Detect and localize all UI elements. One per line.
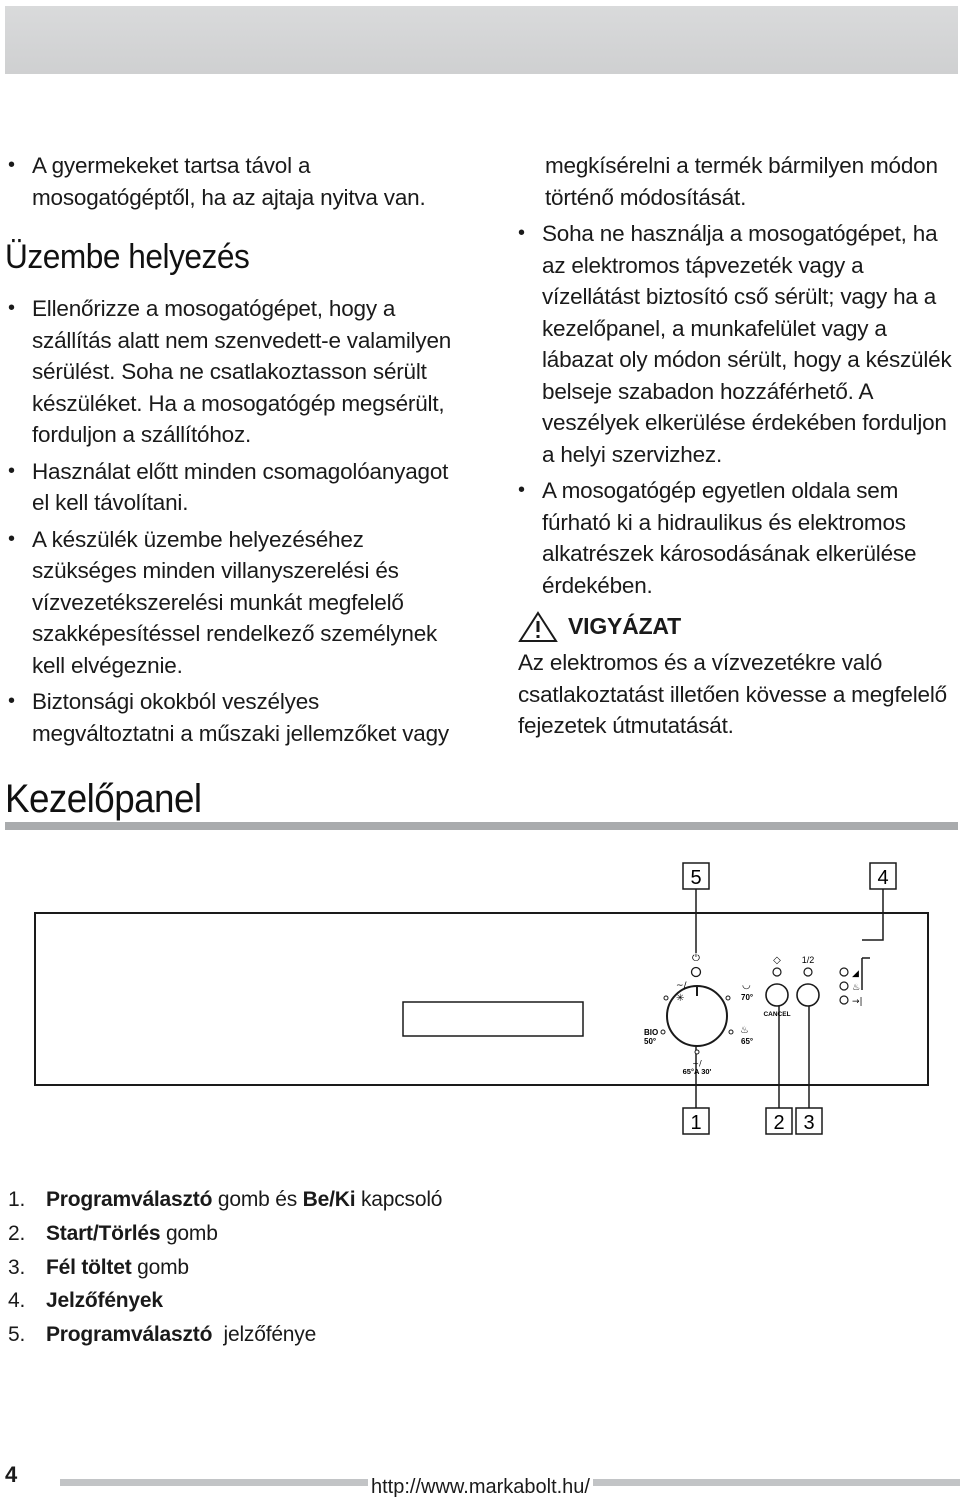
salt-icon: ♨ (852, 983, 861, 993)
svg-text:2: 2 (773, 1112, 785, 1134)
indicator-light-2 (840, 982, 848, 990)
intensive-icon: ◡ (742, 980, 751, 991)
svg-text:5: 5 (690, 867, 702, 889)
power-symbol-icon: ⏻ (692, 953, 700, 964)
svg-text:65°A 30': 65°A 30' (682, 1067, 712, 1076)
control-panel-legend (8, 1183, 442, 1352)
warning-text: Az elektromos és a vízvezetékre való csatlakoztatást illetően kövesse a megfelelő fejezetek útmutatását. (518, 650, 947, 738)
installation-bullet-3: • A készülék üzembe helyezéséhez szükséges minden villanyszerelési és vízvezetékszerelési munkát megfelelő szakképesítéssel rendelkező személynek kell elvégeznie. (8, 524, 456, 682)
svg-text:70°: 70° (741, 993, 754, 1002)
program-indicator-light (692, 968, 701, 977)
callout-5 (683, 863, 709, 889)
svg-text:3: 3 (803, 1112, 815, 1134)
page-number: 4 (5, 1462, 18, 1487)
svg-text:1: 1 (690, 1112, 702, 1134)
rinse-aid-icon: ◢ (852, 969, 859, 979)
legend-item: 3. Fél töltet gomb (8, 1255, 189, 1279)
svg-text:50°: 50° (644, 1037, 657, 1046)
header-band (5, 6, 958, 74)
legend-item: 5. Programválasztó jelzőfénye (8, 1323, 317, 1347)
svg-text:CANCEL: CANCEL (763, 1011, 791, 1018)
svg-text:BIO: BIO (644, 1028, 659, 1037)
installation-bullet-1: • Ellenőrizze a mosogatógépet, hogy a szállítás alatt nem szenvedett-e valamilyen sérülést. Soha ne csatlakoztasson sérült készüléket. Ha a mosogatógép megsérült, forduljon a szállítóhoz. (8, 293, 456, 451)
start-icon: ◇ (773, 955, 781, 966)
right-column (518, 150, 960, 742)
safety-bullet-2: • A mosogatógép egyetlen oldala sem fúrható ki a hidraulikus és elektromos alkatrészek károsodásának elkerülése érdekében. (518, 475, 960, 601)
callout-2 (766, 1108, 792, 1134)
pot-icon: ♨ (740, 1025, 749, 1036)
warning-header (518, 611, 960, 643)
warning-triangle-icon (518, 611, 558, 643)
indicator-light-3 (840, 996, 848, 1004)
callout-1 (683, 1108, 709, 1134)
control-panel-title: Kezelőpanel (5, 777, 202, 821)
intro-list (8, 150, 456, 213)
display-window (403, 1002, 583, 1036)
indicator-light-1 (840, 968, 848, 976)
installation-bullet-2: • Használat előtt minden csomagolóanyagot el kell távolítani. (8, 456, 456, 519)
end-icon: →| (852, 997, 863, 1007)
footer-url-link[interactable]: http://www.markabolt.hu/ (368, 1474, 593, 1500)
legend-item: 4. Jelzőfények (8, 1289, 163, 1313)
intro-bullet: • A gyermekeket tartsa távol a mosogatógéptől, ha az ajtaja nyitva van. (8, 150, 456, 213)
legend-item: 1. Programválasztó gomb és Be/Ki kapcsoló (8, 1188, 443, 1211)
warning-title: VIGYÁZAT (568, 613, 681, 640)
installation-bullet-4: • Biztonsági okokból veszélyes megváltoztatni a műszaki jellemzőket vagy (8, 686, 456, 749)
section-title-installation: Üzembe helyezés (5, 238, 250, 276)
control-panel-diagram (0, 850, 960, 1150)
section-divider-bar (5, 822, 958, 830)
panel-outline (35, 913, 928, 1085)
legend-item: 2. Start/Törlés gomb (8, 1221, 218, 1245)
safety-bullet-1: • Soha ne használja a mosogatógépet, ha az elektromos tápvezeték vagy a vízellátást biztosító cső sérült; vagy ha a kezelőpanel, a munkafelület vagy a lábazat oly módon sérült, hogy a készülék belseje szabadon hozzáférhető. A veszélyek elkerülése érdekében forduljon a helyi szervizhez. (518, 218, 960, 470)
left-column (5, 150, 456, 754)
rinse-icon: ~/ (676, 981, 687, 991)
callout-4 (870, 863, 896, 889)
callout-3 (796, 1108, 822, 1134)
continuation-text: megkísérelni a termék bármilyen módon történő módosítását. (545, 153, 938, 210)
svg-text:1/2: 1/2 (801, 955, 815, 965)
warning-box (518, 611, 960, 742)
installation-list (8, 293, 456, 749)
safety-list (518, 218, 960, 601)
svg-text:65°: 65° (741, 1037, 754, 1046)
quick-wash-icon: ~/ (692, 1059, 702, 1068)
svg-text:4: 4 (877, 867, 889, 889)
snowflake-icon: ✳ (676, 993, 685, 1004)
